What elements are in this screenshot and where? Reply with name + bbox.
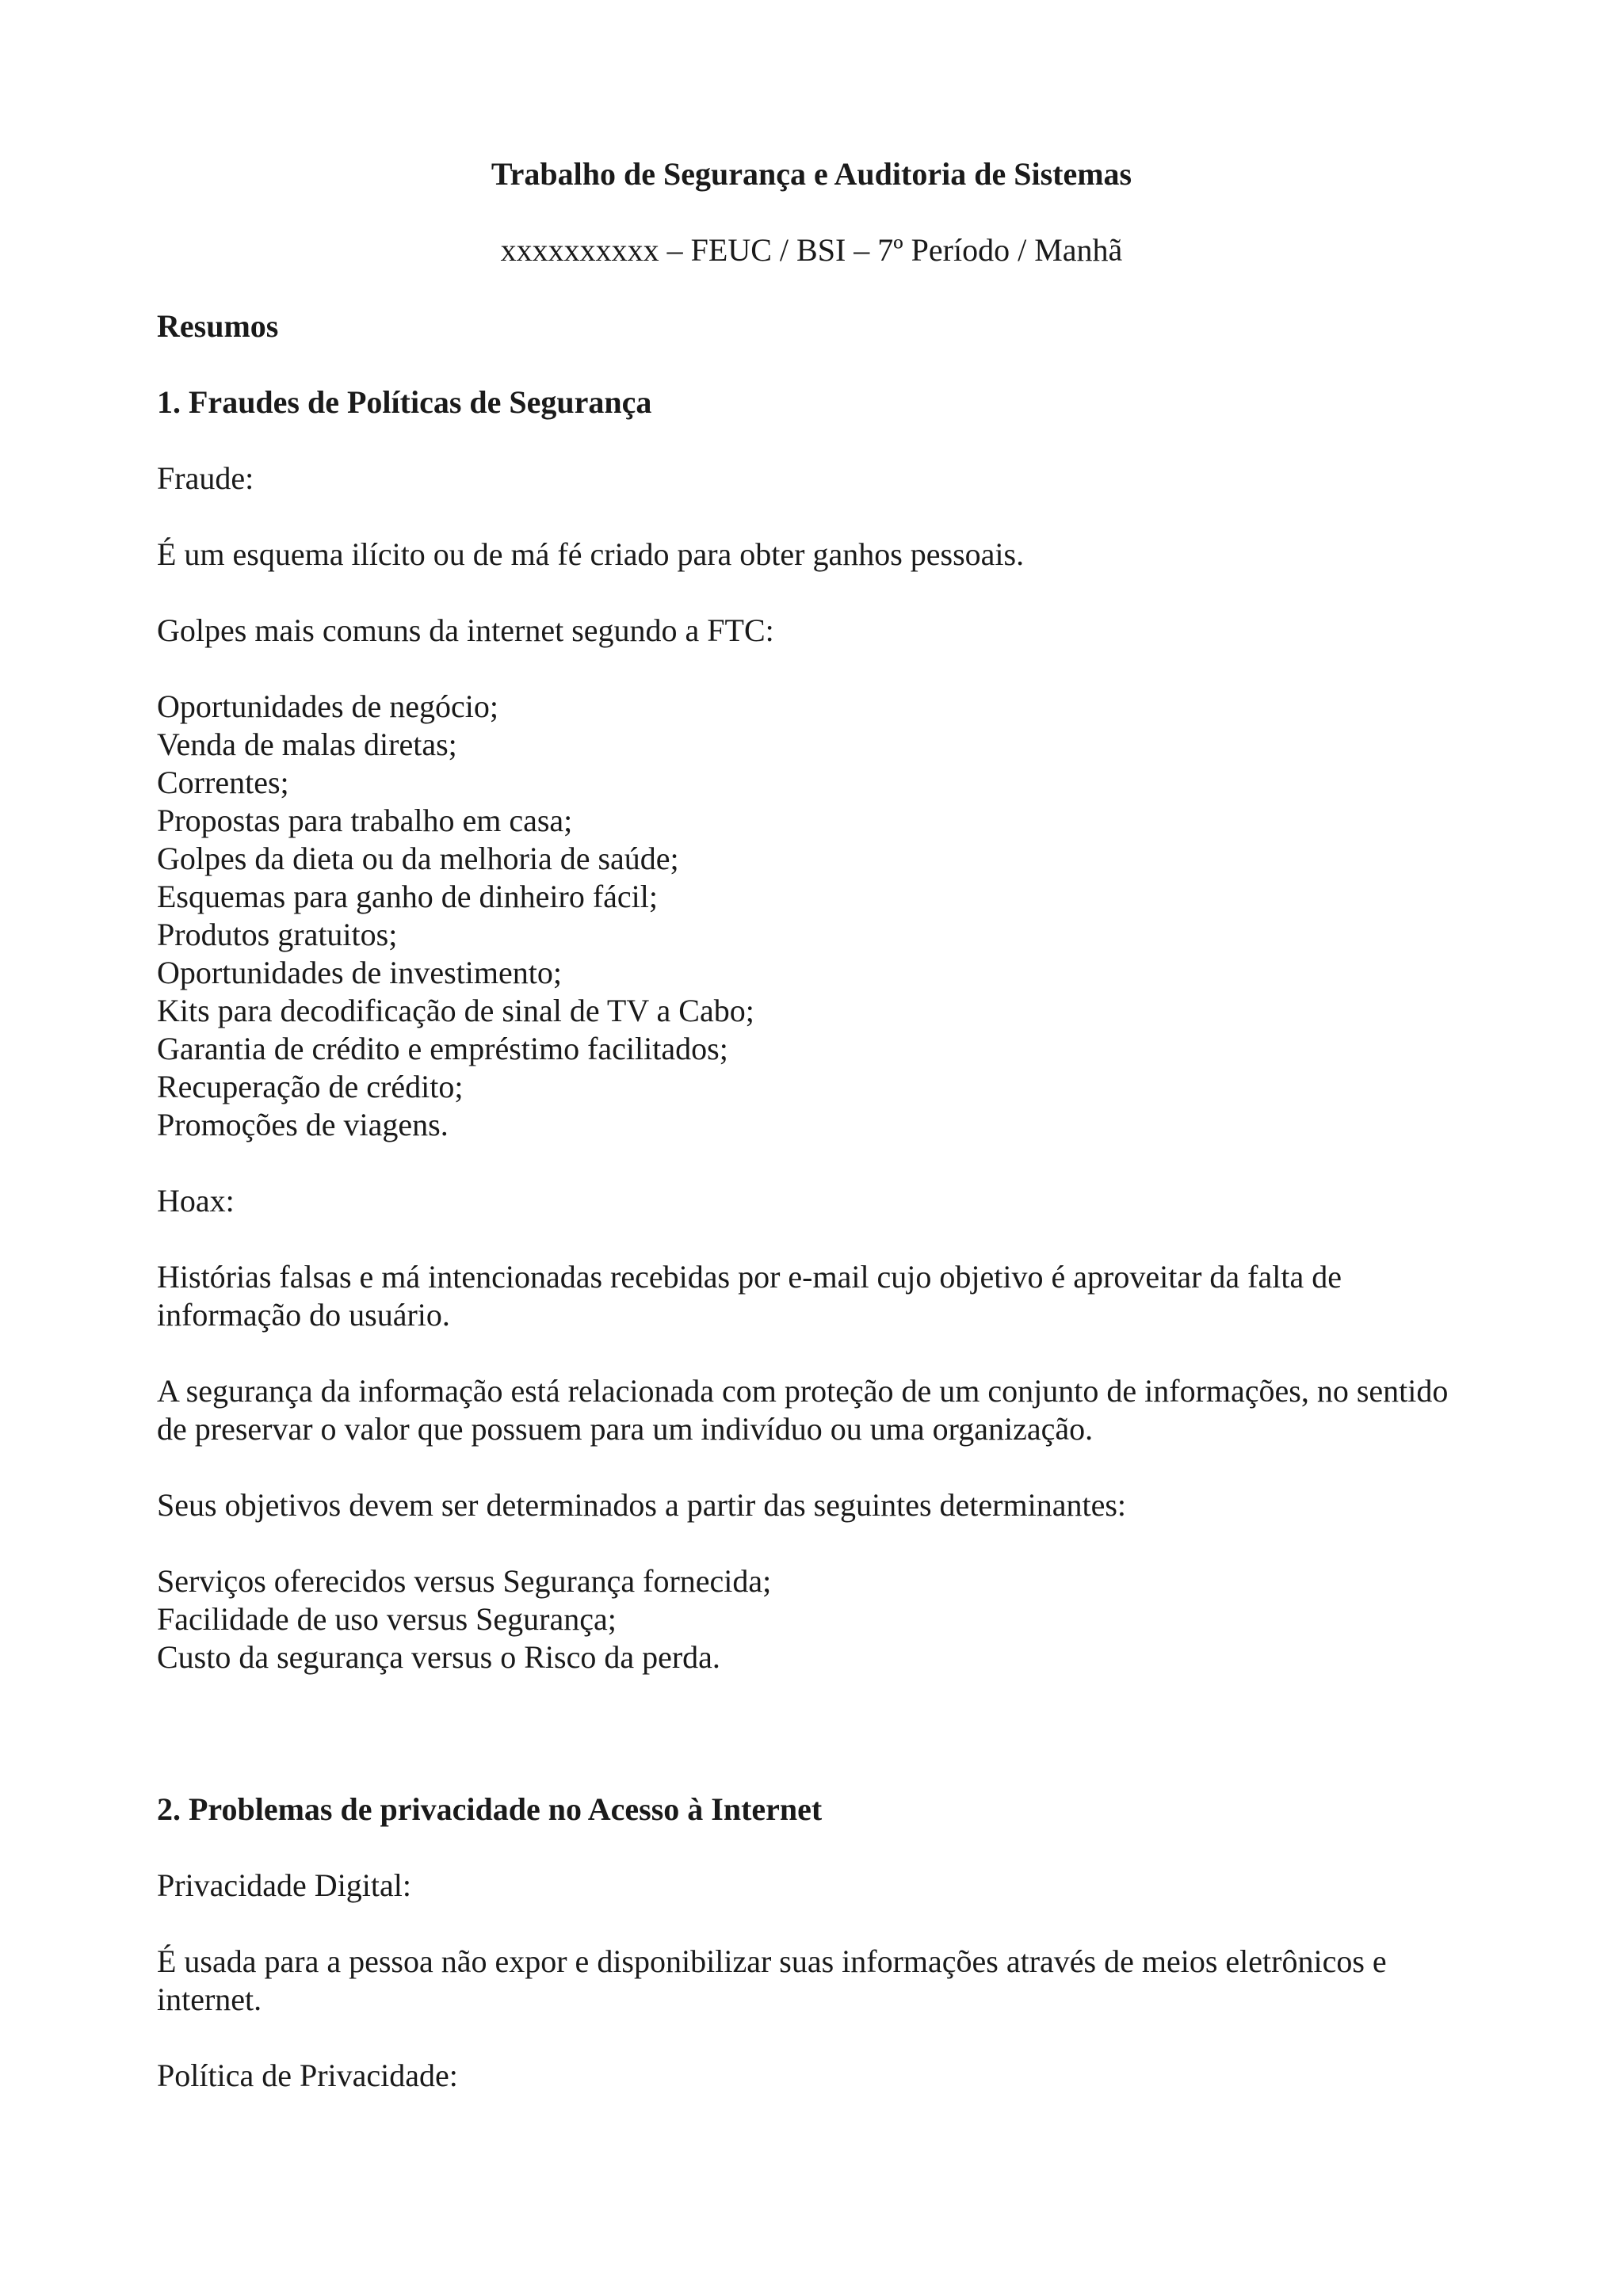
list-item: Garantia de crédito e empréstimo facilitados; — [157, 1031, 728, 1066]
list-item: Custo da segurança versus o Risco da perda. — [157, 1639, 720, 1675]
list-item: Esquemas para ganho de dinheiro fácil; — [157, 879, 658, 914]
list-item: Kits para decodificação de sinal de TV a Cabo; — [157, 993, 754, 1028]
section-1-heading: 1. Fraudes de Políticas de Segurança — [157, 384, 652, 420]
list-item: Facilidade de uso versus Segurança; — [157, 1601, 617, 1637]
fraude-label: Fraude: — [157, 460, 254, 496]
list-item: Correntes; — [157, 765, 289, 800]
seguranca-paragraph: A segurança da informação está relacionada com proteção de um conjunto de informações, no sentido de preservar o valor que possuem para um indivíduo ou uma organização. — [157, 1373, 1449, 1447]
hoax-label: Hoax: — [157, 1183, 235, 1219]
privacidade-label: Privacidade Digital: — [157, 1867, 412, 1903]
section-2-heading: 2. Problemas de privacidade no Acesso à Internet — [157, 1791, 823, 1827]
list-item: Golpes da dieta ou da melhoria de saúde; — [157, 841, 679, 876]
list-item: Venda de malas diretas; — [157, 727, 457, 762]
document-subtitle: xxxxxxxxxx – FEUC / BSI – 7º Período / Manhã — [500, 232, 1123, 268]
hoax-definition: Histórias falsas e má intencionadas recebidas por e-mail cujo objetivo é aproveitar da falta de informação do usuário. — [157, 1259, 1342, 1333]
golpes-list — [157, 688, 1472, 1144]
list-item: Produtos gratuitos; — [157, 917, 398, 952]
politica-label: Política de Privacidade: — [157, 2058, 458, 2093]
golpes-intro: Golpes mais comuns da internet segundo a FTC: — [157, 612, 774, 648]
list-item: Recuperação de crédito; — [157, 1069, 464, 1104]
resumos-heading: Resumos — [157, 308, 279, 344]
privacidade-definition: É usada para a pessoa não expor e disponibilizar suas informações através de meios eletrônicos e internet. — [157, 1943, 1387, 2017]
fraude-definition: É um esquema ilícito ou de má fé criado para obter ganhos pessoais. — [157, 536, 1025, 572]
document-title: Trabalho de Segurança e Auditoria de Sistemas — [491, 156, 1132, 192]
list-item: Propostas para trabalho em casa; — [157, 803, 573, 838]
list-item: Serviços oferecidos versus Segurança fornecida; — [157, 1563, 772, 1599]
list-item: Oportunidades de negócio; — [157, 688, 498, 724]
objetivos-intro: Seus objetivos devem ser determinados a partir das seguintes determinantes: — [157, 1487, 1127, 1523]
list-item: Oportunidades de investimento; — [157, 955, 563, 990]
determinantes-list — [157, 1562, 1472, 1676]
list-item: Promoções de viagens. — [157, 1107, 449, 1142]
